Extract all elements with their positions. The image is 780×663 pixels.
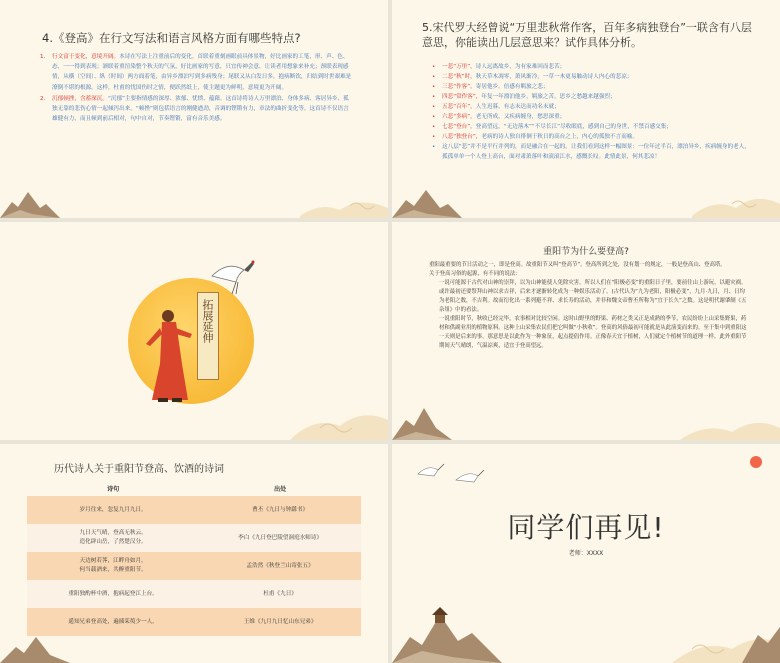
item-heading: 五悲“百年”， <box>442 104 476 110</box>
poem-line-cell: 遥知兄弟登高处，遍插茱萸少一人。 <box>27 608 199 636</box>
column-header-source: 出处 <box>199 480 361 496</box>
slide-title: 4.《登高》在行文写法和语言风格方面有哪些特点? <box>42 31 301 45</box>
list-item <box>432 112 754 122</box>
sun-icon <box>750 456 762 468</box>
bullet-icon: • <box>432 74 436 80</box>
slide-poems-table[interactable] <box>0 444 388 663</box>
mountain-decoration <box>392 396 452 440</box>
bullet-icon: • <box>432 114 436 120</box>
list-item <box>40 52 352 93</box>
poem-line-cell: 天边树若荠，江畔舟如月。 何当载酒来，共醉重阳节。 <box>27 552 199 580</box>
lead-paragraph: 关于登高习俗的起源，有不同的说法： <box>429 271 521 277</box>
intro-paragraph: 重阳最重要的节日活动之一，即是登高。故重阳节又叫“登高节”。登高所到之处，没有划一的规定，一般是登高山、登高塔。 <box>429 262 726 268</box>
table-row <box>27 552 361 580</box>
table-row <box>27 496 361 524</box>
column-header-line: 诗句 <box>27 480 199 496</box>
slide-extension[interactable] <box>0 222 388 440</box>
slide-poem-features[interactable] <box>0 0 388 218</box>
item-body: 老病的诗人独自徘徊于秋日的高台之上，内心的孤独不言而喻。 <box>481 134 638 140</box>
item-heading: 行文富于变化，意境开阔。 <box>52 54 120 60</box>
item-heading: 七悲“登台”， <box>442 124 476 130</box>
teacher-label: 老师：XXXX <box>568 550 604 557</box>
feature-list <box>40 52 352 125</box>
bullet-icon: • <box>432 64 436 70</box>
list-item <box>432 102 754 112</box>
cloud-decoration <box>692 178 780 218</box>
slide-title: 历代诗人关于重阳节登高、饮酒的诗词 <box>54 464 224 475</box>
bullet-icon: • <box>432 104 436 110</box>
mountain-decoration <box>0 627 70 663</box>
poem-line-cell: 九日天气晴，登高无秋云。 造化辟山岳，了然楚汉分。 <box>27 524 199 552</box>
farewell-title: 同学们再见! <box>507 511 665 544</box>
body-text <box>429 261 749 351</box>
sorrow-list <box>432 62 754 162</box>
poem-source-cell: 王维《九月九日忆山东兄弟》 <box>199 608 361 636</box>
list-item <box>432 92 754 102</box>
bullet-icon: • <box>432 144 436 150</box>
item-heading: 六悲“多病”， <box>442 114 476 120</box>
item-heading: 二悲“秋”时， <box>442 74 476 80</box>
crane-icon <box>416 454 486 490</box>
poem-source-cell: 杜甫《九日》 <box>199 580 361 608</box>
slide-title: 重阳节为什么要登高? <box>543 247 629 257</box>
poet-figure-illustration <box>138 304 194 404</box>
crane-icon <box>208 256 258 296</box>
list-item <box>432 72 754 82</box>
list-item <box>432 62 754 72</box>
item-heading: 沉郁顿挫，含蓄深沉。 <box>52 95 108 102</box>
slide-title: 5.宋代罗大经曾说“万里悲秋常作客，百年多病独登台”一联含有八层意思，你能读出几层意思来？试作具体分析。 <box>422 21 752 49</box>
bullet-icon: • <box>432 84 436 90</box>
list-item <box>40 94 352 125</box>
item-body: 寄居他乡，倍感有羁旅之悲； <box>475 84 549 90</box>
banner-text: 拓展延伸 <box>201 299 214 343</box>
poem-source-cell: 孟浩然《秋登兰山寄张五》 <box>199 552 361 580</box>
item-heading: 一悲“万里”， <box>442 64 476 70</box>
poem-line-cell: 重阳独酌杯中酒，抱病起登江上台。 <box>27 580 199 608</box>
poem-line-cell: 岁月往来，忽复九月九日。 <box>27 496 199 524</box>
slide-chongyang-climbing[interactable] <box>392 222 780 440</box>
item-body: 人生迟暮，有志未达而功名未就； <box>475 104 560 110</box>
table-row <box>27 524 361 552</box>
slide-eight-sorrows[interactable] <box>392 0 780 218</box>
extension-banner <box>197 292 219 380</box>
cloud-decoration <box>290 380 388 440</box>
item-heading: 三悲“作客”， <box>442 84 476 90</box>
item-number: 1. <box>40 54 46 60</box>
poem-source-cell: 曹丕《九日与钟繇书》 <box>199 496 361 524</box>
table-row <box>27 580 361 608</box>
slide-farewell[interactable] <box>392 444 780 663</box>
cloud-decoration <box>680 402 780 440</box>
mountain-decoration <box>392 178 462 218</box>
item-body: 诗人远离故乡，为有家难回而悲苦； <box>475 64 566 70</box>
bullet-icon: • <box>432 134 436 140</box>
list-item <box>432 132 754 142</box>
item-body: 本诗在写法上注重前后的变化。首联着重刻画眼前具体景物，好比画家的工笔，形、声、色、态，一一得到表现；颔联着重渲染整个秋天的气氛，好比画家的写意，只宜传神会意，让读者用想象来补充；颈联表现感情，从横（空间）、纵（时间）两方面着笔，由异乡漂泊写到多病残身；尾联又从白发日多，抱病断饮，归结到时世艰难是潦倒不堪的根源。这样，杜甫的忧国伤时之情，便跃然纸上，使主题更为鲜明，意境更为开阔。 <box>52 54 352 91</box>
table-row <box>27 608 361 636</box>
poem-source-cell: 李白《九日登巴陵望洞庭水师诗》 <box>199 524 361 552</box>
bullet-icon: • <box>432 124 436 130</box>
item-body: “沉郁”主要指情感的深厚、浓郁、忧愤、蕴藉。这首诗将诗人万里漂泊、身体多病、客居异乡、孤独无靠的悲伤心情一起倾泻出来。“顿挫”则包括语言的刚健遒劲，音调的铿锵有力，章法的曲折变化等。这首诗不仅语言雄健有力，而且顿到前后相对，句中自对，节奏铿锵，富有音乐美感。 <box>52 95 349 123</box>
item-number: 2. <box>40 95 46 102</box>
list-item <box>432 122 754 132</box>
item-body: 老无所成，又疾病缠身，愁思深重； <box>475 114 566 120</box>
pavilion-mountain-decoration <box>392 591 502 663</box>
item-body: 年复一年漂泊他乡，羁旅之苦，思乡之愁越来越强烈； <box>481 94 616 100</box>
item-heading: 四悲“常作客”， <box>442 94 482 100</box>
table-header-row <box>27 480 361 496</box>
mountain-decoration <box>0 178 60 218</box>
poems-table <box>27 480 361 636</box>
list-item <box>432 82 754 92</box>
mountain-cloud-decoration <box>672 583 780 663</box>
item-body: 秋天草木凋零，萧风渐冷，一草一木更易触动诗人内心的悲凉； <box>475 74 633 80</box>
item-body: 登高望远，“无边落木”“不尽长江”尽收眼底，感到自己的身世，不禁百感交集； <box>475 124 672 130</box>
bullet-icon: • <box>432 94 436 100</box>
cloud-decoration <box>300 188 388 218</box>
item-body: 这八层“悲”并不是平行并列的，而是融合在一起的。让我们看到这样一幅图景：一位年过半百，漂泊异乡，疾病缠身的老人，孤孤单单一个人登上高台，面对肃萧落叶和滚滚江水，感慨长叹。此情此景，何其悲凉！ <box>442 144 750 160</box>
item-heading: 八悲“独登台”， <box>442 134 482 140</box>
point-paragraph: 一说重阳时节，秋收已经完毕，农事相对比较空闲。这时山野里的野果、药材之类又正是成熟的季节，农民纷纷上山采集野果，药材和供副业用的植物原料。这种上山采集农民们把它叫做“小秋收”。登高的风俗最初可能就是从此演变而来的。至于集中到重阳这一天则是后来的事。那意思是以此作为一种象征，起点提倡作用。正像春天宜于植树，人们就定个植树节的道理一样。此外重阳节期间天气晴朗，气温凉爽，适宜于登高望远。 <box>439 316 747 349</box>
point-paragraph: 一说可能源于古代对山神的崇拜，以为山神能使人免除灾害。所以人们在“阳极必变”的重阳日子里，要前往山上游玩，以避灾祸。或许最初还要祭拜山神以求吉祥，后来才逐渐转化成为一种娱乐活动了。(古代认为“九为老阳，阳极必变”，九月·九日，月、日均为老阳之数，不吉利。故而衍化出一系列避不祥、求长寿的活动，并非和魏文帝曹丕所称为“宜于长久”之数。这是明代谢肇制《五杂俎》中的看法。 <box>439 280 747 313</box>
list-item <box>432 142 754 162</box>
